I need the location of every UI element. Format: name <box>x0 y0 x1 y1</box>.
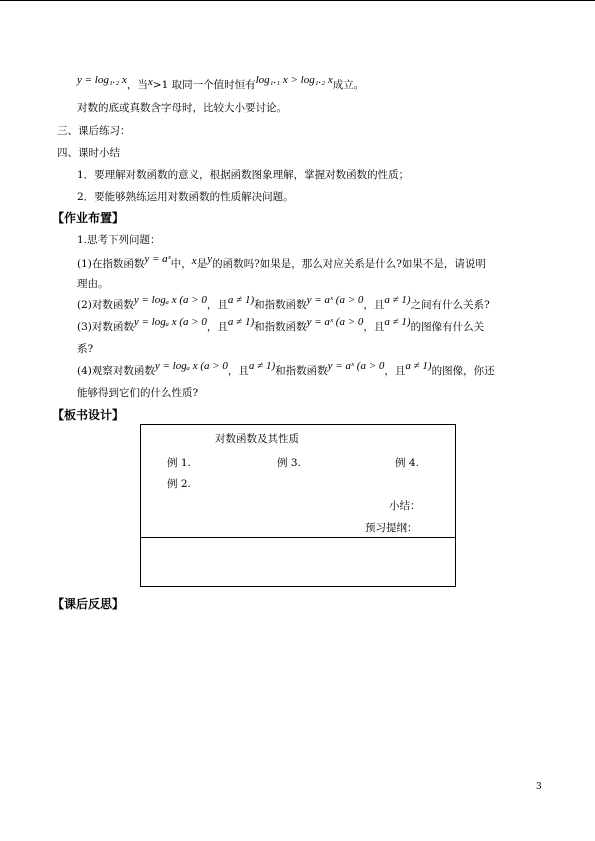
text-fragment: (3)对数函数 <box>77 321 134 333</box>
reflection-heading: 【课后反思】 <box>52 597 125 611</box>
homework-intro: 1.思考下列问题： <box>77 234 161 246</box>
question-3-cont: 系? <box>77 343 94 355</box>
board-title: 对数函数及其性质 <box>215 433 299 445</box>
text-fragment: ，且 <box>227 365 249 377</box>
text-fragment: (4)观察对数函数 <box>77 365 155 377</box>
board-example-4: 例 4. <box>395 457 419 469</box>
board-example-3: 例 3. <box>277 457 301 469</box>
text-fragment: 和指数函数 <box>254 299 307 311</box>
math-expression: a ≠ 1) <box>384 294 411 306</box>
text-fragment: ，且 <box>206 299 228 311</box>
math-expression: log₁.₁ x > log₁.₂ x <box>255 74 333 86</box>
text-fragment: 和指数函数 <box>275 365 328 377</box>
question-1-cont: 理由。 <box>77 278 109 290</box>
board-example-1: 例 1. <box>167 457 191 469</box>
question-3 <box>77 316 485 334</box>
math-expression: x <box>147 76 153 88</box>
text-fragment: 中， <box>170 258 192 270</box>
text-fragment: >1 取同一个值时恒有 <box>152 79 256 91</box>
question-2 <box>77 294 490 312</box>
text-line-2: 对数的底或真数含字母时，比较大小要讨论。 <box>77 102 287 114</box>
homework-heading: 【作业布置】 <box>52 211 125 225</box>
math-expression: x <box>191 255 197 267</box>
math-expression: y = logₐ x (a > 0 <box>133 294 207 306</box>
page-number: 3 <box>536 782 542 792</box>
math-expression: y = aˣ (a > 0 <box>306 316 364 328</box>
page-top-rule <box>0 0 595 1</box>
text-fragment: ，当 <box>126 79 148 91</box>
board-preview-outline: 预习提纲： <box>365 522 418 534</box>
math-expression: a ≠ 1) <box>405 360 432 372</box>
section-exercises: 三、课后练习： <box>57 125 131 137</box>
board-divider <box>141 537 455 538</box>
summary-item-2: 2．要能够熟练运用对数函数的性质解决问题。 <box>77 191 294 203</box>
text-fragment: (2)对数函数 <box>77 299 134 311</box>
math-expression: y = aˣ <box>144 253 171 265</box>
math-expression: a ≠ 1) <box>227 294 255 306</box>
board-design-box <box>140 424 456 587</box>
math-expression: y <box>207 253 213 265</box>
question-4-cont: 能够得到它们的什么性质? <box>77 387 199 399</box>
summary-item-1: 1．要理解对数函数的意义，根据函数图象理解，掌握对数函数的性质； <box>77 169 410 181</box>
math-expression: y = log₁.₂ x <box>77 74 127 86</box>
text-fragment: 和指数函数 <box>254 321 307 333</box>
text-fragment: 的图像有什么关 <box>410 321 485 333</box>
question-1 <box>77 253 486 271</box>
math-expression: a ≠ 1) <box>227 316 255 328</box>
math-expression: y = logₐ x (a > 0 <box>154 360 228 372</box>
text-fragment: (1)在指数函数 <box>77 258 145 270</box>
board-example-2: 例 2. <box>167 478 191 490</box>
text-fragment: 之间有什么关系? <box>410 299 490 311</box>
section-summary: 四、课时小结 <box>57 147 120 159</box>
text-fragment: 的函数吗?如果是，那么对应关系是什么?如果不是，请说明 <box>212 258 486 270</box>
board-summary: 小结： <box>389 500 421 512</box>
text-fragment: ，且 <box>363 321 385 333</box>
text-fragment: 是 <box>196 258 208 270</box>
text-fragment: ，且 <box>384 365 406 377</box>
math-expression: y = logₐ x (a > 0 <box>133 316 207 328</box>
board-heading: 【板书设计】 <box>52 408 125 422</box>
text-line-1 <box>77 74 365 92</box>
text-fragment: 的图像，你还 <box>431 365 495 377</box>
text-fragment: ，且 <box>363 299 385 311</box>
math-expression: y = aˣ (a > 0 <box>327 360 385 372</box>
text-fragment: 成立。 <box>332 79 365 91</box>
text-fragment: ，且 <box>206 321 228 333</box>
math-expression: y = aˣ (a > 0 <box>306 294 364 306</box>
question-4 <box>77 360 495 378</box>
math-expression: a ≠ 1) <box>384 316 411 328</box>
math-expression: a ≠ 1) <box>248 360 276 372</box>
